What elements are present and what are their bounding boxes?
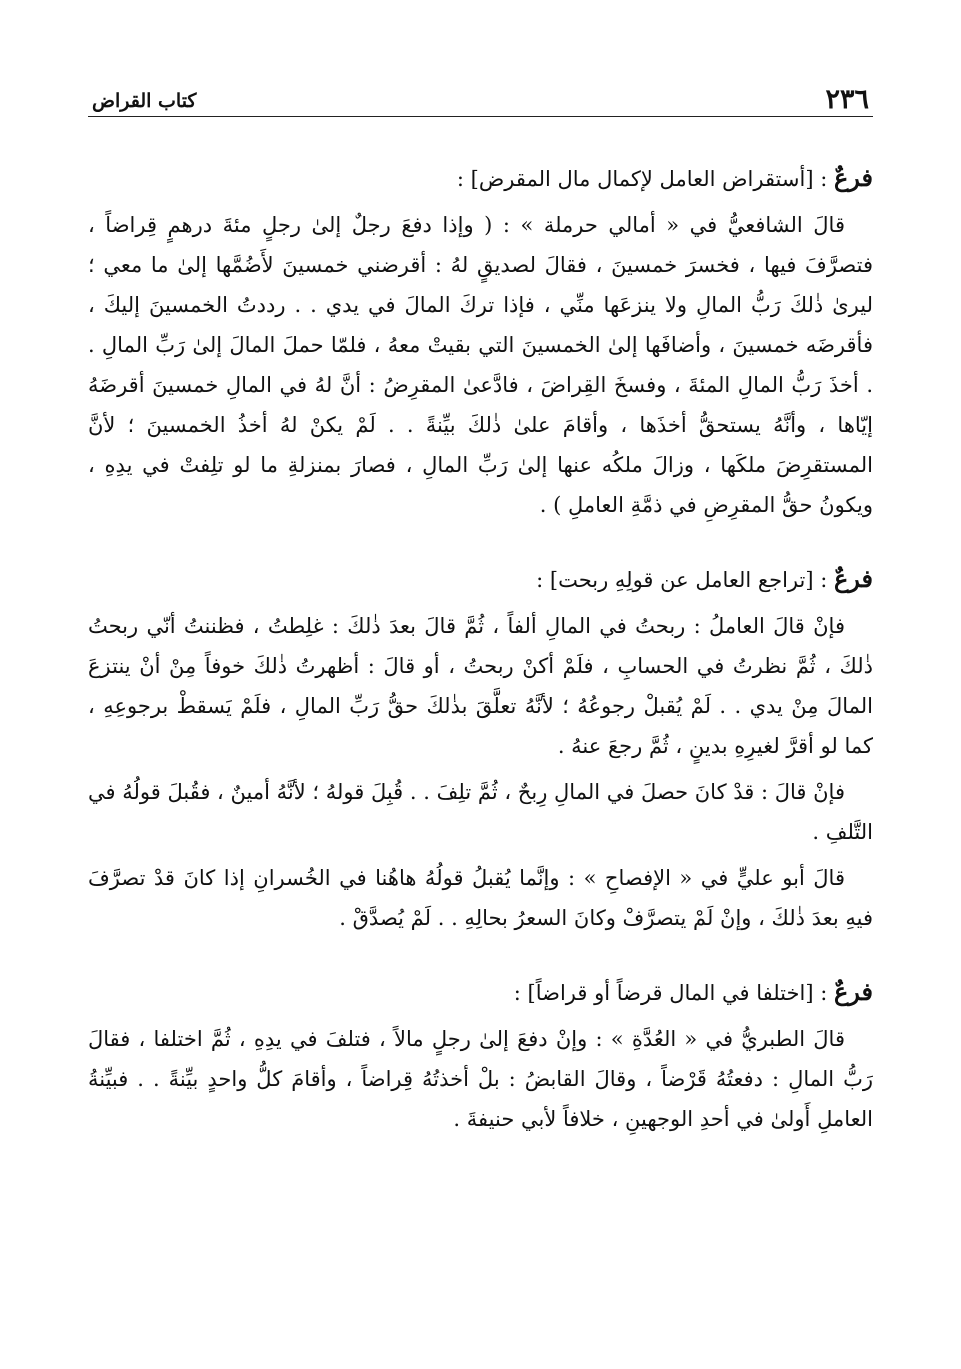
section-heading — [88, 559, 873, 600]
page-number: ٢٣٦ — [825, 84, 869, 115]
section-label: فرعٌ — [833, 163, 873, 192]
section-heading — [88, 158, 873, 199]
paragraph: فإنْ قالَ العاملُ : ربحتُ في المالِ ألفاً ، ثُمَّ قالَ بعدَ ذٰلكَ : غلِطتُ ، فظننتُ أنّي ربحتُ ذٰلكَ ، ثُمَّ نظرتُ في الحسابِ ، فلَمْ أكنْ ربحتُ ، أو قالَ : أظهرتُ ذٰلكَ خوفاً مِنْ أنْ ينتزعَ المالَ مِنْ يدي . . لَمْ يُقبلْ رجوعُهُ ؛ لأنَّهُ تعلَّقَ بذٰلكَ حقُّ رَبِّ المالِ ، فلَمْ يَسقطْ برجوعِهِ ، كما لو أقرَّ لغيرِهِ بدينٍ ، ثُمَّ رجعَ عنهُ . — [88, 614, 873, 758]
section-label: فرعٌ — [833, 977, 873, 1006]
section-2 — [88, 559, 873, 938]
section-title: : [اختلفا في المال قرضاً أو قراضاً] : — [513, 981, 834, 1005]
running-title: كتاب القراض — [92, 90, 197, 112]
paragraph: قالَ الشافعيُّ في « أمالي حرملة » : ( وإذا دفعَ رجلٌ إلىٰ رجلٍ مئةَ درهمٍ قِراضاً ، فتصرَّفَ فيها ، فخسرَ خمسينَ ، فقالَ لصديقٍ لهُ : أقرضني خمسينَ لأَضُمَّها إلىٰ ما معي ؛ ليرىٰ ذٰلكَ رَبُّ المالِ ولا ينزعَها منِّي ، فإذا تركَ المالَ في يدي . . رددتُ الخمسينَ إليكَ ، فأقرضَه خمسينَ ، وأضافَها إلىٰ الخمسينَ التي بقيتْ معهُ ، فلمّا حملَ المالَ إلىٰ رَبِّ المالِ . . أخذَ رَبُّ المالِ المئةَ ، وفسخَ القِراضَ ، فادَّعىٰ المقرِضُ : أنَّ لهُ في المالِ خمسينَ أقرضَهُ إيّاها ، وأنَّهُ يستحقُّ أخذَها ، وأقامَ علىٰ ذٰلكَ بيِّنةً . . لَمْ يكنْ لهُ أخذُ الخمسينَ ؛ لأنَّ المستقرِضَ ملكَها ، وزالَ ملكُه عنها إلىٰ رَبِّ المالِ ، فصارَ بمنزلةِ ما لو تلِفتْ في يدِهِ ، ويكونُ حقُّ المقرِضِ في ذمَّةِ العاملِ ) . — [88, 213, 873, 517]
paragraph: قالَ أبو عليٍّ في « الإفصاحِ » : وإنَّما يُقبلُ قولُهُ هاهُنا في الخُسرانِ إذا كانَ قدْ تصرَّفَ فيهِ بعدَ ذٰلكَ ، وإنْ لَمْ يتصرَّفْ وكانَ السعرُ بحالِهِ . . لَمْ يُصدَّقْ . — [88, 866, 873, 930]
paragraph: قالَ الطبريُّ في « العُدَّةِ » : وإنْ دفعَ إلىٰ رجلٍ مالاً ، فتلفَ في يدِهِ ، ثُمَّ اختلفا ، فقالَ رَبُّ المالِ : دفعتُهُ قَرْضاً ، وقالَ القابضُ : بلْ أخذتُهُ قِراضاً ، وأقامَ كلُّ واحدٍ بيِّنةً . . فبيِّنةُ العاملِ أَولىٰ في أحدِ الوجهينِ ، خلافاً لأبي حنيفةَ . — [88, 1027, 873, 1131]
section-3 — [88, 972, 873, 1139]
section-heading — [88, 972, 873, 1013]
section-1 — [88, 158, 873, 525]
page-body — [88, 140, 873, 1173]
section-title: : [أستقراض العامل لإكمال مال المقرض] : — [456, 167, 834, 191]
section-label: فرعٌ — [833, 564, 873, 593]
paragraph: فإنْ قالَ : قدْ كانَ حصلَ في المالِ رِبحٌ ، ثُمَّ تلِفَ . . قُبِلَ قولهُ ؛ لأنَّهُ أمينٌ ، فقُبلَ قولُهُ في التَّلفِ . — [88, 780, 873, 844]
section-title: : [تراجع العامل عن قولِهِ ربحت] : — [536, 568, 834, 592]
page-header — [88, 82, 873, 117]
